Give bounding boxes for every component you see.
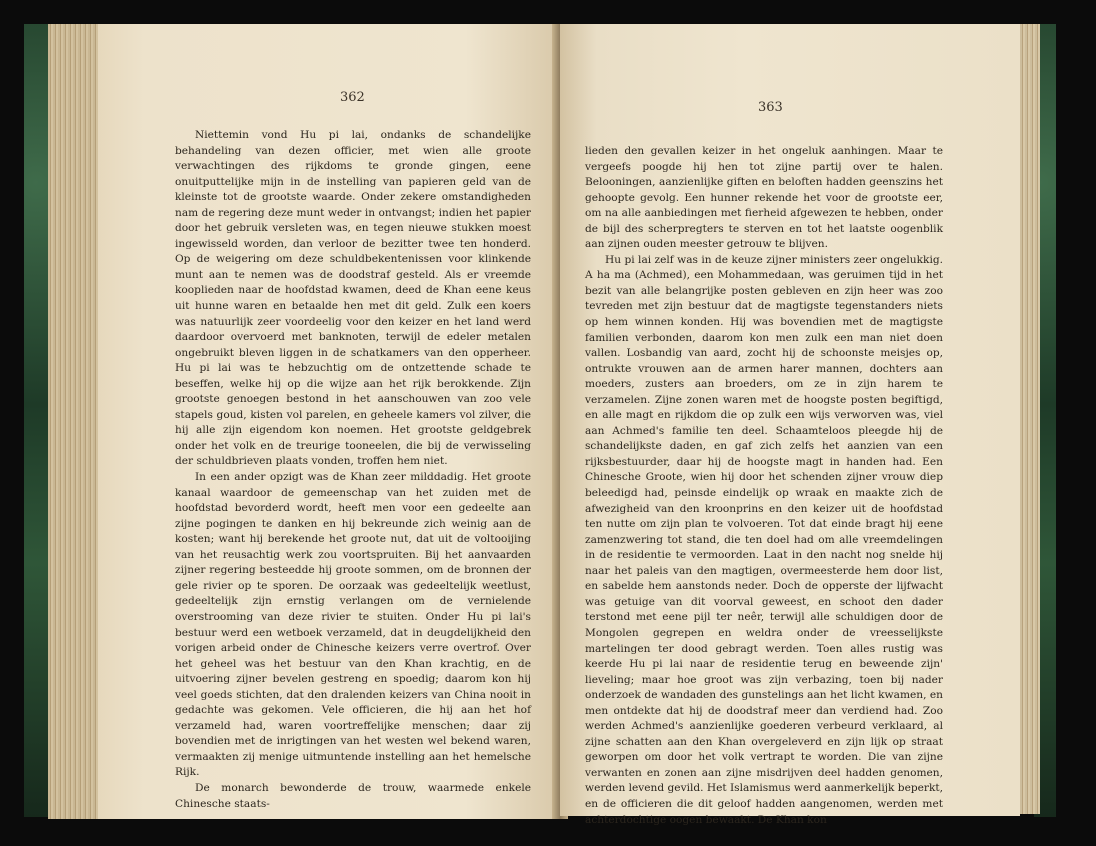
page-number: 362 — [340, 90, 365, 105]
paragraph: lieden den gevallen keizer in het ongeluk aanhingen. Maar te vergeefs poogde hij hen tot zijne partij over te halen. Belooningen, aanzienlijke giften en beloften hadden geenszins het gehoopte gevolg. Een hunner rekende het voor de grootste eer, om na alle aanbiedingen met fierheid afgewezen te hebben, onder de bijl des scherpregters te sterven en tot het laatste oogenblik aan zijnen ouden meester getrouw te blijven. — [585, 145, 943, 251]
paragraph: Hu pi lai zelf was in de keuze zijner ministers zeer ongelukkig. A ha ma (Achmed), een Mohammedaan, was geruimen tijd in het bezit van alle belangrijke posten gebleven en zijn heer was zoo tevreden met zijn bestuur dat de magtigste tegenstanders niets op hem winnen konden. Hij was bovendien met de magtigste familien verbonden, daarom kon men zulk een man niet doen vallen. Losbandig van aard, zocht hij de schoonste meisjes op, ontrukte vrouwen aan de armen harer mannen, dochters aan moeders, zusters aan broeders, om ze in zijn harem te verzamelen. Zijne zonen waren met de hoogste posten begiftigd, en alle magt en rijkdom die op zulk een wijs verworven was, viel aan Achmed's familie ten deel. Schaamteloos pleegde hij de schandelijkste daden, en gaf zich zelfs het aanzien van een rijksbestuurder, daar hij de hoogste magt in handen had. Een Chinesche Groote, wien hij door het schenden zijner vrouw diep beleedigd had, peinsde eindelijk op wraak en maakte zich de afwezigheid van den kroonprins en den keizer uit de hoofdstad ten nutte om zijn plan te volvoeren. Tot dat einde bragt hij eene zamenzwering tot stand, die ten doel had om alle vreemdelingen in de residentie te vermoorden. Laat in den nacht nog snelde hij naar het paleis van den magtigen, overmeesterde hem door list, en sabelde hem aanstonds neder. Doch de opperste der lijfwacht was getuige van dit voorval geweest, en schoot den dader terstond met eene pijl ter neêr, terwijl alle schuldigen door de Mongolen gegrepen en weldra onder de vreesselijkste martelingen ter dood gebragt werden. Toen alles rustig was keerde Hu pi lai naar de residentie terug en beweende zijn' lieveling; maar hoe groot was zijn verbazing, toen bij nader onderzoek de wandaden des gunstelings aan het licht kwamen, en men ontdekte dat hij de doodstraf meer dan verdiend had. Zoo werden Achmed's aanzienlijke goederen verbeurd verklaard, al zijne schatten aan den Khan overgeleverd en zijn lijk op straat geworpen om door het volk vertrapt te worden. Die van zijne verwanten en zonen aan zijne misdrijven deel hadden genomen, werden levend gevild. Het Islamismus werd aanmerkelijk beperkt, en de officieren die dit geloof hadden aangenomen, werden met achterdochtige oogen bewaakt. De Khan kon — [585, 253, 943, 826]
right-page — [560, 24, 1020, 826]
body-text — [175, 128, 531, 812]
paragraph: De monarch bewonderde de trouw, waarmede enkele Chinesche staats- — [175, 781, 531, 810]
body-text — [585, 144, 943, 828]
left-page — [98, 24, 558, 819]
paragraph: Niettemin vond Hu pi lai, ondanks de schandelijke behandeling van dezen officier, met wien alle groote verwachtingen des rijkdoms te gronde gingen, eene onuitputtelijke mijn in de instelling van papieren geld van de kleinste tot de grootste waarde. Onder zekere omstandigheden nam de regering deze munt weder in ontvangst; indien het papier door het gebruik versleten was, en tegen nieuwe stukken moest ingewisseld worden, dan verloor de bezitter twee ten honderd. Op de weigering om deze schuldbekentenissen voor klinkende munt aan te nemen was de doodstraf gesteld. Als er vreemde kooplieden naar de hoofdstad kwamen, deed de Khan eene keus uit hunne waren en betaalde hen met dit geld. Zulk een koers was natuurlijk zeer voordeelig voor den keizer en het land werd daardoor overvoerd met banknoten, terwijl de edeler metalen ongebruikt bleven liggen in de schatkamers van den opperheer. Hu pi lai was te hebzuchtig om de ontzettende schade te beseffen, welke hij op die wijze aan het rijk berokkende. Zijn grootste genoegen bestond in het aanschouwen van zoo vele stapels goud, kisten vol parelen, en geheele kamers vol zilver, die hij alle zijn eigendom kon noemen. Het grootste geldgebrek onder het volk en de treurige tooneelen, die bij de verwisseling der schuldbrieven plaats vonden, troffen hem niet. — [175, 129, 531, 468]
page-edges-right — [1020, 24, 1040, 814]
page-number: 363 — [758, 100, 783, 115]
paragraph: In een ander opzigt was de Khan zeer milddadig. Het groote kanaal waardoor de gemeenschap van het zuiden met de hoofdstad bevorderd wordt, heeft men voor een gedeelte aan zijne pogingen te danken en hij bekreunde zich weinig aan de kosten; want hij berekende het groote nut, dat uit de voltooijing van het reusachtig werk zou voortspruiten. Bij het aanvaarden zijner regering besteedde hij groote sommen, om de bronnen der gele rivier op te sporen. De oorzaak was gedeeltelijk weetlust, gedeeltelijk zijn ernstig verlangen om de vernielende overstrooming van deze rivier te stuiten. Onder Hu pi lai's bestuur werd een wetboek verzameld, dat in deugdelijkheid den vorigen arbeid onder de Chinesche keizers verre overtrof. Over het geheel was het bestuur van den Khan krachtig, en de uitvoering zijner bevelen gestreng en spoedig; daarom kon hij veel goeds stichten, dat den dralenden keizers van China nooit in gedachte was gekomen. Vele officieren, die hij aan het hof verzameld had, waren voortreffelijke menschen; daar zij bovendien met de inrigtingen van het westen wel bekend waren, vermaakten zij menige uitmuntende instelling aan het hemelsche Rijk. — [175, 471, 531, 779]
